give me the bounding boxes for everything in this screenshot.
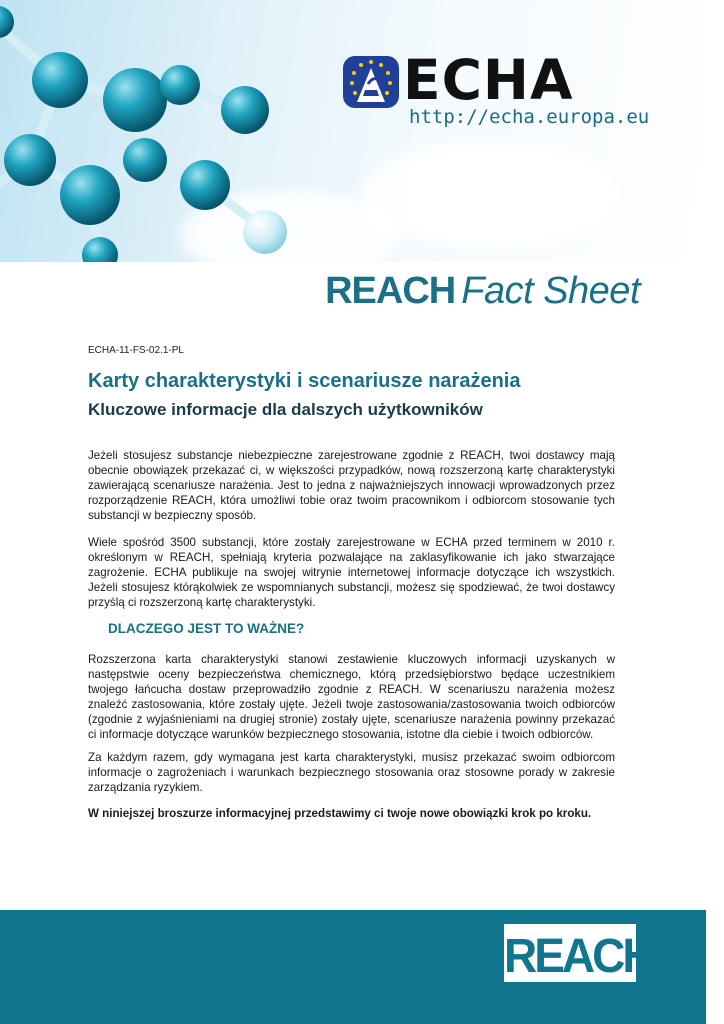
fact-sheet-reach: REACH [325, 270, 456, 312]
header-banner [0, 0, 706, 262]
closing-paragraph: W niniejszej broszurze informacyjnej przedstawimy ci twoje nowe obowiązki krok po kroku. [88, 807, 592, 820]
echa-url[interactable]: http://echa.europa.eu [409, 106, 650, 128]
echa-wordmark: ECHA [403, 48, 574, 112]
intro-paragraph: Jeżeli stosujesz substancje niebezpieczne zarejestrowane zgodnie z REACH, twoi dostawcy mają obecnie obowiązek przekazać ci, w większości przypadków, nową rozszerzoną kartę charakterystyki zawierającą scenariusze narażenia. Jest to jedna z najważniejszych innowacji wprowadzonych przez rozporządzenie REACH, która umożliwi tobie oraz twoim pracownikom i odbiorcom stosowanie tych substancji w bezpieczny sposób. [88, 449, 615, 522]
reach-logo-badge [504, 924, 653, 983]
fact-sheet-label: Fact Sheet [461, 270, 640, 312]
eu-flag-icon [343, 56, 399, 108]
document-title: Karty charakterystyki i scenariusze narażenia [88, 370, 521, 392]
section-paragraph: Za każdym razem, gdy wymagana jest karta charakterystyki, musisz przekazać swoim odbiorcom informacje o zagrożeniach i warunkach bezpiecznego stosowania oraz stosowne porady w zakresie zarządzania ryzykiem. [88, 751, 615, 794]
intro-paragraph: Wiele spośród 3500 substancji, które zostały zarejestrowane w ECHA przed terminem w 2010 r. określonym w REACH, spełniają kryteria pozwalające na zaklasyfikowanie ich jako stwarzające zagrożenie. ECHA publikuje na swojej witrynie internetowej informacje dotyczące ich wszystkich. Jeżeli stosujesz którąkolwiek ze wspomnianych substancji, możesz się spodziewać, że twoi dostawcy przyślą ci rozszerzoną kartę charakterystyki. [88, 536, 615, 609]
section-heading: DLACZEGO JEST TO WAŻNE? [108, 621, 305, 636]
fact-sheet-title [325, 270, 640, 313]
section-paragraph: Rozszerzona karta charakterystyki stanowi zestawienie kluczowych informacji uzyskanych w następstwie oceny bezpieczeństwa chemicznego, którą przedsiębiorstwo będące uczestnikiem twojego łańcucha dostaw przeprowadziło zgodnie z REACH. W scenariuszu narażenia możesz znaleźć zastosowania, które zostały ujęte. Jeżeli twoje zastosowania/zastosowania twoich odbiorców (zgodnie z wyjaśnieniami na drugiej stronie) zostały ujęte, scenariusze narażenia powinny przekazać ci informacje dotyczące warunków bezpiecznego stosowania, istotne dla ciebie i twoich odbiorców. [88, 653, 615, 741]
document-subtitle: Kluczowe informacje dla dalszych użytkowników [88, 400, 483, 419]
document-reference: ECHA-11-FS-02.1-PL [88, 345, 184, 356]
molecule-illustration [0, 0, 330, 262]
reach-badge-text: REACH [504, 927, 653, 983]
echa-logo [343, 48, 650, 134]
